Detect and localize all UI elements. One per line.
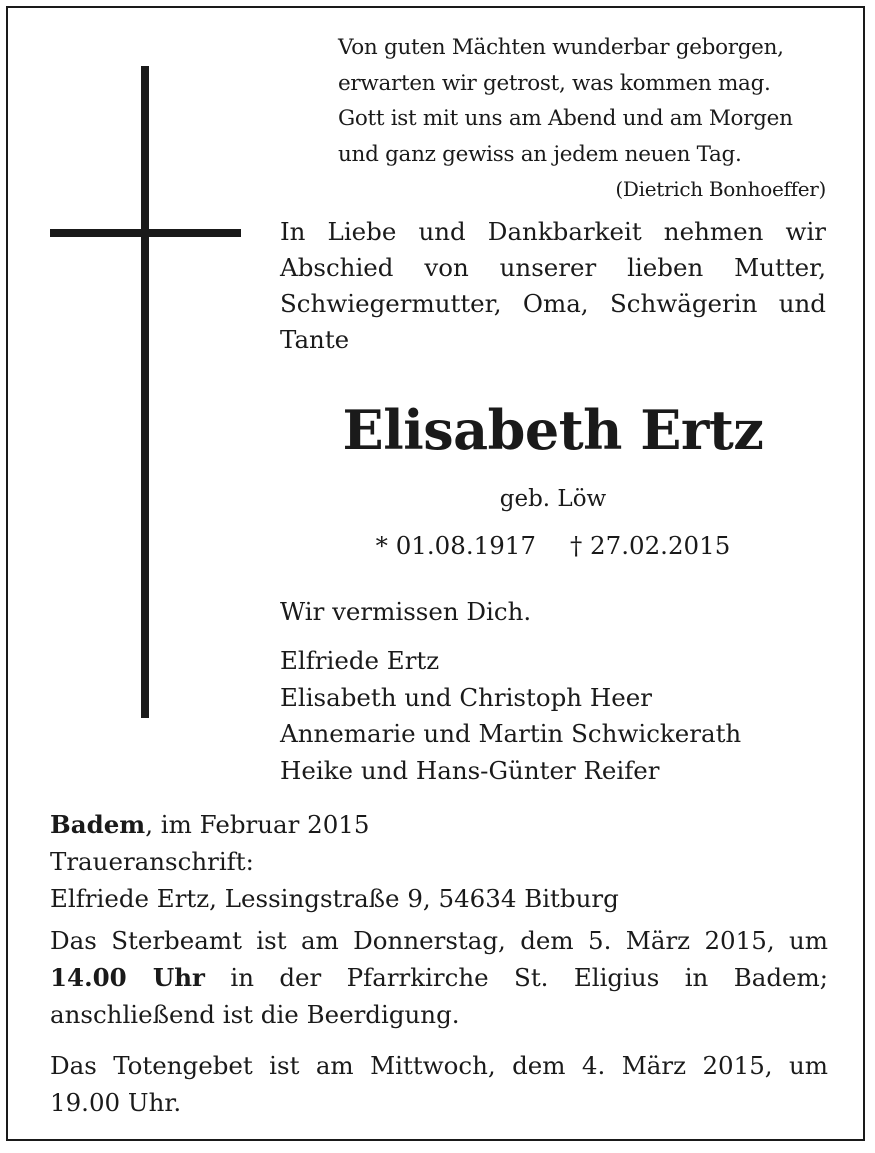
address-value: Elfriede Ertz, Lessingstraße 9, 54634 Bitburg — [50, 884, 619, 913]
place-date-rest: , im Februar 2015 — [145, 810, 370, 839]
death-date: † 27.02.2015 — [570, 531, 731, 560]
funeral-time: 14.00 Uhr — [50, 963, 205, 992]
cross-vertical-bar — [141, 66, 149, 718]
funeral-mass-text — [50, 922, 828, 1033]
mourner-entry: Heike und Hans-Günter Reifer — [280, 755, 660, 785]
bonhoeffer-poem — [338, 30, 826, 208]
poem-line: Von guten Mächten wunderbar geborgen, — [338, 35, 784, 60]
poem-line: und ganz gewiss an jedem neuen Tag. — [338, 141, 742, 167]
mourner-entry: Elfriede Ertz — [280, 646, 440, 675]
life-dates — [280, 529, 826, 563]
address-label: Traueranschrift: — [50, 847, 254, 876]
farewell-text: In Liebe und Dankbarkeit nehmen wir Abschied von unserer lieben Mutter, Schwiegermutter, Oma, Schwägerin und Tante — [280, 217, 826, 354]
mourner-entry: Elisabeth und Christoph Heer — [280, 682, 652, 712]
poem-line: Gott ist mit uns am Abend und am Morgen — [338, 106, 793, 131]
deceased-name: Elisabeth Ertz — [342, 398, 764, 462]
service-details — [50, 806, 828, 1121]
poem-line: erwarten wir getrost, was kommen mag. — [338, 70, 771, 96]
maiden-name: geb. Löw — [499, 486, 607, 512]
prayer-text: Das Totengebet ist am Mittwoch, dem 4. März 2015, um 19.00 Uhr. — [50, 1051, 828, 1117]
poem-author: (Dietrich Bonhoeffer) — [615, 177, 826, 201]
miss-you-text: Wir vermissen Dich. — [280, 597, 532, 626]
mourner-entry: Annemarie und Martin Schwickerath — [280, 719, 742, 748]
funeral-text-part2: in der Pfarrkirche St. Eligius in Badem; anschließend ist die Beerdigung. — [50, 963, 828, 1029]
town-name: Badem — [50, 810, 146, 839]
place-date-line — [50, 806, 828, 843]
birth-date: * 01.08.1917 — [375, 531, 536, 560]
mourners-list — [280, 643, 741, 789]
cross-horizontal-bar — [50, 229, 241, 237]
funeral-text-part1: Das Sterbeamt ist am Donnerstag, dem 5. März 2015, um — [50, 926, 828, 955]
